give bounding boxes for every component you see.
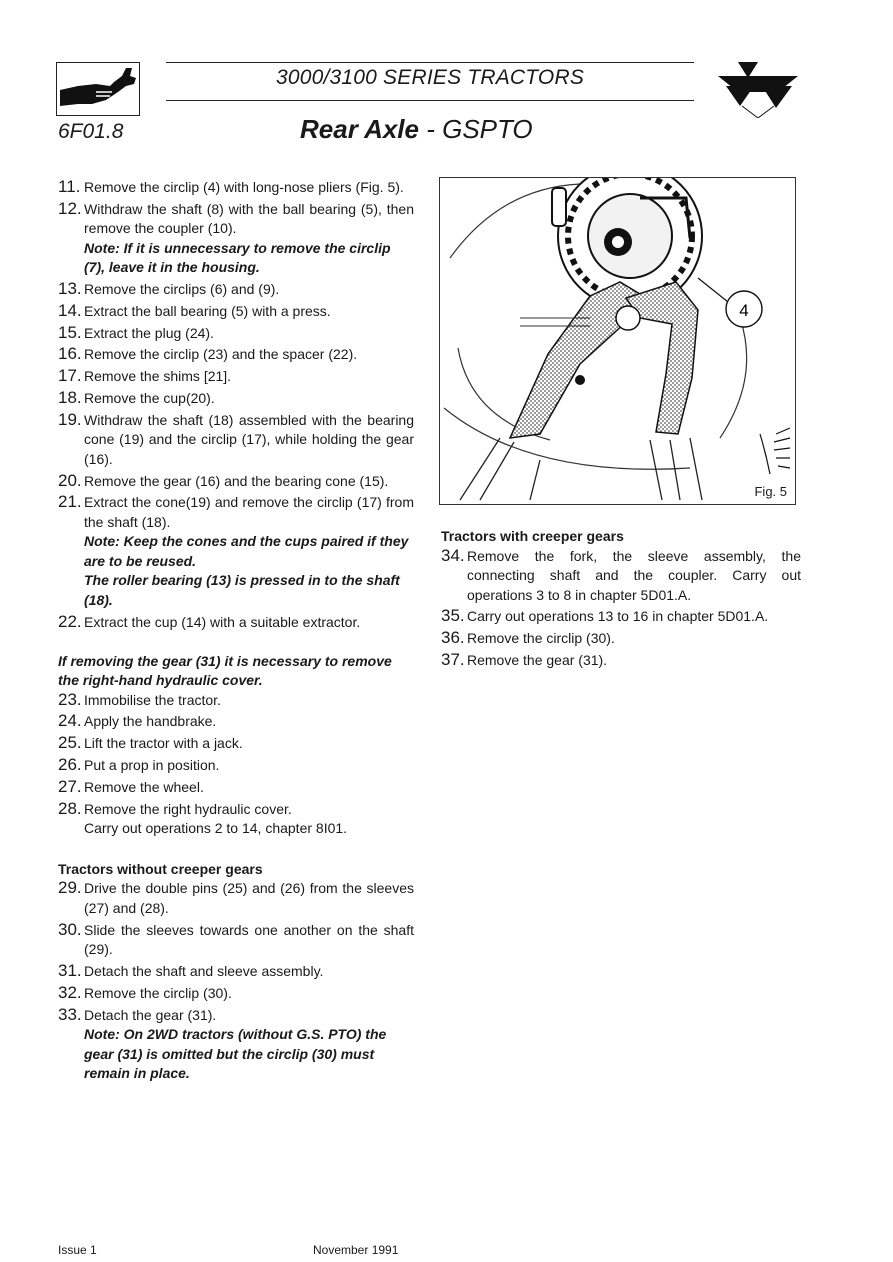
- step-text: Remove the cup(20).: [84, 390, 215, 407]
- step-text: Slide the sleeves towards one another on the shaft (29).: [84, 921, 414, 958]
- step-number: 20.: [58, 470, 82, 490]
- step-number: 12.: [58, 198, 82, 218]
- step-text: Extract the cone(19) and remove the circlip (17) from the shaft (18).: [84, 494, 414, 530]
- step-17: [58, 367, 414, 387]
- step-note: The roller bearing (13) is pressed in to the shaft (18).: [84, 572, 400, 608]
- step-text: Immobilise the tractor.: [84, 691, 221, 708]
- step-12: [58, 200, 414, 278]
- step-number: 25.: [58, 733, 82, 753]
- step-30: [58, 921, 414, 960]
- step-18: [58, 389, 414, 409]
- step-note: Note: If it is unnecessary to remove the circlip (7), leave it in the housing.: [84, 239, 391, 276]
- callout-label: 4: [739, 301, 749, 320]
- step-text: Apply the handbrake.: [84, 713, 217, 730]
- step-text: Remove the shims [21].: [84, 368, 232, 385]
- step-text: Extract the plug (24).: [84, 324, 214, 341]
- step-34: [441, 547, 801, 606]
- step-number: 14.: [58, 300, 82, 320]
- step-text: Remove the gear (31).: [467, 651, 608, 668]
- header-rule-top: [166, 62, 694, 63]
- step-note: Note: On 2WD tractors (without G.S. PTO) the gear (31) is omitted but the circlip (30) must remain in place.: [84, 1026, 387, 1082]
- step-number: 34.: [441, 545, 465, 565]
- figure-5: [439, 177, 796, 505]
- step-number: 22.: [58, 611, 82, 631]
- step-number: 29.: [58, 878, 82, 898]
- brand-logo: [718, 62, 798, 118]
- step-37: [441, 651, 801, 671]
- step-23: [58, 691, 414, 711]
- step-33: [58, 1006, 414, 1084]
- gear-removal-heading: If removing the gear (31) it is necessary to remove the right-hand hydraulic cover.: [58, 652, 392, 689]
- step-number: 33.: [58, 1004, 82, 1024]
- step-35: [441, 607, 801, 627]
- step-text: Extract the ball bearing (5) with a press.: [84, 302, 331, 319]
- step-number: 23.: [58, 689, 82, 709]
- step-number: 37.: [441, 649, 465, 669]
- step-text: Extract the cup (14) with a suitable extractor.: [84, 613, 361, 630]
- step-text: Remove the gear (16) and the bearing cone (15).: [84, 472, 389, 489]
- step-number: 18.: [58, 388, 82, 408]
- step-11: [58, 178, 414, 198]
- spacer: [58, 635, 414, 652]
- step-number: 26.: [58, 754, 82, 774]
- page-title: [300, 114, 533, 145]
- step-text: Remove the circlip (23) and the spacer (22).: [84, 346, 358, 363]
- step-15: [58, 324, 414, 344]
- step-14: [58, 302, 414, 322]
- step-text: Withdraw the shaft (18) assembled with the bearing cone (19) and the circlip (17), while holding the gear (16).: [84, 411, 414, 467]
- step-24: [58, 712, 414, 732]
- step-text: Remove the fork, the sleeve assembly, the connecting shaft and the coupler. Carry out operations 3 to 8 in chapter 5D01.A.: [467, 547, 801, 603]
- step-text: Drive the double pins (25) and (26) from the sleeves (27) and (28).: [84, 880, 414, 916]
- step-number: 27.: [58, 776, 82, 796]
- step-text: Withdraw the shaft (8) with the ball bearing (5), then remove the coupler (10).: [84, 200, 414, 237]
- step-text: Remove the circlip (30).: [467, 630, 615, 647]
- without-creeper-heading: Tractors without creeper gears: [58, 860, 263, 877]
- step-number: 13.: [58, 279, 82, 299]
- step-text: Remove the circlips (6) and (9).: [84, 281, 280, 298]
- step-26: [58, 756, 414, 776]
- triple-triangle-logo-icon: [718, 62, 798, 118]
- title-bold: Rear Axle: [300, 114, 419, 144]
- step-31: [58, 962, 414, 982]
- step-number: 24.: [58, 711, 82, 731]
- with-creeper-heading: Tractors with creeper gears: [441, 528, 624, 544]
- section-code: 6F01.8: [58, 120, 124, 143]
- step-number: 28.: [58, 798, 82, 818]
- step-number: 35.: [441, 606, 465, 626]
- step-text: Remove the circlip (4) with long-nose pliers (Fig. 5).: [84, 179, 404, 195]
- wrench-hand-logo: [56, 62, 140, 116]
- step-21: [58, 493, 414, 610]
- step-number: 15.: [58, 322, 82, 342]
- figure-caption: Fig. 5: [754, 484, 787, 499]
- step-text: Lift the tractor with a jack.: [84, 735, 243, 752]
- spacer: [58, 841, 414, 860]
- step-16: [58, 345, 414, 365]
- step-number: 31.: [58, 960, 82, 980]
- step-text: Detach the shaft and sleeve assembly.: [84, 962, 324, 979]
- step-28: [58, 800, 414, 839]
- step-36: [441, 629, 801, 649]
- step-19: [58, 411, 414, 470]
- step-number: 32.: [58, 982, 82, 1002]
- circlip-pliers-illustration: [440, 178, 796, 505]
- step-number: 11.: [58, 177, 81, 196]
- footer-date: November 1991: [313, 1243, 399, 1257]
- step-text: Remove the right hydraulic cover.: [84, 800, 292, 817]
- left-column: [58, 178, 414, 1086]
- step-text: Detach the gear (31).: [84, 1006, 217, 1023]
- step-number: 17.: [58, 366, 82, 386]
- step-continuation: Carry out operations 2 to 14, chapter 8I01.: [84, 820, 348, 837]
- series-title: 3000/3100 SERIES TRACTORS: [275, 66, 585, 89]
- step-number: 19.: [58, 409, 82, 429]
- step-29: [58, 879, 414, 918]
- step-13: [58, 280, 414, 300]
- step-note: Note: Keep the cones and the cups paired if they are to be reused.: [84, 533, 409, 569]
- step-22: [58, 613, 414, 633]
- wrench-hand-icon: [56, 62, 140, 116]
- right-column: [441, 527, 801, 673]
- step-number: 36.: [441, 628, 465, 648]
- header-rule-bottom: [166, 100, 694, 101]
- step-text: Carry out operations 13 to 16 in chapter 5D01.A.: [467, 608, 769, 625]
- step-text: Remove the wheel.: [84, 778, 204, 795]
- step-32: [58, 984, 414, 1004]
- step-text: Put a prop in position.: [84, 756, 220, 773]
- step-number: 21.: [58, 492, 82, 512]
- footer-issue: Issue 1: [58, 1243, 97, 1257]
- step-27: [58, 778, 414, 798]
- title-rest: - GSPTO: [419, 114, 533, 144]
- step-20: [58, 472, 414, 492]
- step-number: 16.: [58, 344, 82, 364]
- step-number: 30.: [58, 919, 82, 939]
- step-text: Remove the circlip (30).: [84, 984, 232, 1001]
- step-25: [58, 734, 414, 754]
